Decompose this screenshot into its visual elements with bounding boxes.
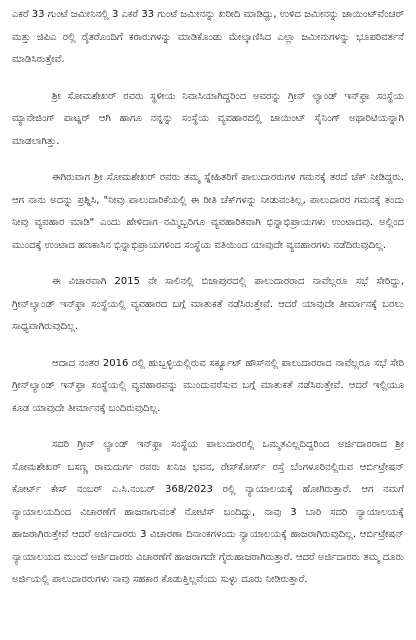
paragraph-gap [12, 257, 404, 271]
paragraph-meeting-2016: ಆದಾದ ನಂತರ 2016 ರಲ್ಲಿ ಹುಬ್ಬಳ್ಳಿಯಲ್ಲಿರುವ ಸರ್ಕ್ಯೂಟ್ ಹೌಸ್‌ನಲ್ಲಿ ಪಾಲುದಾರರಾದ ನಾವೆಲ್ಲರೂ ಸಭೆ ಸೇರಿ ಗ್ರೀನ್‌ಲ್ಯಾಂಡ್ ಇನ್‌ಫ್ರಾ ಸಂಸ್ಥೆಯಲ್ಲಿ ವ್ಯವಹಾರವನ್ನು ಮುಂದುವರೆಸುವ ಬಗ್ಗೆ ಮಾತುಕತೆ ನಡೆಸಿರುತ್ತೇವೆ. ಆದರೆ ಇಲ್ಲಿಯೂ ಕೂಡ ಯಾವುದೇ ತೀರ್ಮಾನಕ್ಕೆ ಬಂದಿರುವುದಿಲ್ಲ. [12, 357, 404, 414]
paragraph-gap [12, 72, 404, 86]
paragraph-arbitration-case: ಸದರಿ ಗ್ರೀನ್ ಲ್ಯಾಂಡ್ ಇನ್‌ಫ್ರಾ ಸಂಸ್ಥೆಯ ಪಾಲುದಾರರಲ್ಲಿ ಒಮ್ಮತವಿಲ್ಲದಿದ್ದರಿಂದ ಅರ್ಜಿದಾರರಾದ ಶ್ರೀ ಸೋಮಶೇಖರ್ ಬಸಣ್ಣ ರಾಮದುರ್ಗ ರವರು ಖನಿಜ ಭವನ, ರೇಸ್‌ಕೋರ್ಸ್ ರಸ್ತೆ ಬೆಂಗಳೂರಿನಲ್ಲಿರುವ ಆರ್ಬಿಟ್ರೇಷನ್ ಕೋರ್ಟ್ ಕೇಸ್ ನಂಬರ್ ಎ.ಸಿ.ನಂಬರ್ 368/2023 ರಲ್ಲಿ ನ್ಯಾಯಾಲಯಕ್ಕೆ ಹೋಗಿರುತ್ತಾರೆ. ಆಗ ನಮಗೆ ನ್ಯಾಯಾಲಯದಿಂದ ವಿಚಾರಣೆಗೆ ಹಾಜರಾಗುವಂತೆ ನೋಟಿಸ್ ಬಂದಿದ್ದು, ನಾವು 3 ಬಾರಿ ಸದರಿ ನ್ಯಾಯಾಲಯಕ್ಕೆ ಹಾಜರಾಗಿರುತ್ತೇವೆ ಆದರೆ ಅರ್ಜಿದಾರರು 3 ವಿಚಾರಣಾ ದಿನಾಂಕಗಳಂದು ನ್ಯಾಯಾಲಯಕ್ಕೆ ಹಾಜರಾಗಿರುವುದಿಲ್ಲ. ಆರ್ಬಿಟ್ರೇಷನ್ ನ್ಯಾಯಾಲಯದ ಮುಂದೆ ಅರ್ಜಿದಾರರು ವಿಚಾರಣೆಗೆ ಹಾಜರಾಗದೇ ಗೈರುಹಾಜರಾಗಿರುತ್ತಾರೆ. ಆದರೆ ಅರ್ಜಿದಾರರು ತಮ್ಮ ದೂರು ಅರ್ಜಿಯಲ್ಲಿ ಪಾಲುದಾರರುಗಳು ನಾವು ಸಹಕಾರ ಕೊಡುತ್ತಿಲ್ಲವೆಂದು ಸುಳ್ಳು ದೂರು ನೀಡಿರುತ್ತಾರೆ. [12, 439, 404, 585]
paragraph-meeting-2015: ಈ ವಿಚಾರವಾಗಿ 2015 ನೇ ಸಾಲಿನಲ್ಲಿ ಬಿಜಾಪುರದಲ್ಲಿ ಪಾಲುದಾರರಾದ ನಾವೆಲ್ಲರೂ ಸಭೆ ಸೇರಿದ್ದು, ಗ್ರೀನ್‌ಲ್ಯಾಂಡ್ ಇನ್‌ಫ್ರಾ ಸಂಸ್ಥೆಯಲ್ಲಿ ವ್ಯವಹಾರದ ಬಗ್ಗೆ ಮಾತುಕತೆ ನಡೆಸಿರುತ್ತೇವೆ. ಆದರೆ ಯಾವುದೇ ತೀರ್ಮಾನಕ್ಕೆ ಬರಲು ಸಾಧ್ಯವಾಗಿರುವುದಿಲ್ಲ. [12, 276, 404, 332]
paragraph-gap [12, 339, 404, 353]
paragraph-cheque-dispute: ಈಗಿರುವಾಗ ಶ್ರೀ ಸೋಮಶೇಖರ್ ರವರು ತಮ್ಮ ಸ್ನೇಹಿತರಿಗೆ ಪಾಲುದಾರರುಗಳ ಗಮನಕ್ಕೆ ತರದೆ ಚೆಕ್ ನೀಡಿದ್ದರು. ಆಗ ನಾನು ಅದನ್ನು ಪ್ರಶ್ನಿಸಿ, "ನೀವು ಪಾಲುದಾರಿಕೆಯಲ್ಲಿ ಈ ರೀತಿ ಚೆಕ್‌ಗಳನ್ನು ನೀಡುವಂತಿಲ್ಲ, ಪಾಲುದಾರರ ಗಮನಕ್ಕೆ ತಂದು ನೀವು ವ್ಯವಹಾರ ಮಾಡಿ" ಎಂದು ಹೇಳಿದಾಗ ನಮ್ಮಿಬ್ಬರಿಗೂ ವ್ಯವಹಾರಿಕವಾಗಿ ಭಿನ್ನಾಭಿಪ್ರಾಯಗಳು ಉಂಟಾದವು. ಅಲ್ಲಿಂದ ಮುಂದಕ್ಕೆ ಉಂಟಾದ ಹಣಕಾಸಿನ ಭಿನ್ನಾಭಿಪ್ರಾಯಗಳಿಂದ ಸಂಸ್ಥೆಯ ವತಿಯಿಂದ ಯಾವುದೇ ವ್ಯವಹಾರಗಳು ನಡೆದಿರುವುದಿಲ್ಲ. [12, 172, 404, 251]
paragraph-land-purchase: ಎಕರೆ 33 ಗುಂಟೆ ಜಮೀನಿನಲ್ಲಿ 3 ಎಕರೆ 33 ಗುಂಟೆ ಜಮೀನನ್ನು ಖರೀದಿ ಮಾಡಿದ್ದು, ಉಳಿದ ಜಮೀನನ್ನು ಜಾಯಿಂಟ್‌ವೆಂಚರ್ ಮತ್ತು ಜಿಪಿಎ ರಲ್ಲಿ ರೈತರೊಂದಿಗೆ ಕರಾರುಗಳನ್ನು ಮಾಡಿಕೊಂಡು ಮೇಲ್ಕಾಣಿಸಿದ ಎಲ್ಲಾ ಜಮೀನುಗಳನ್ನು ಭೂಪರಿವರ್ತನೆ ಮಾಡಿಸಿರುತ್ತೇವೆ. [12, 9, 404, 65]
paragraph-gap [12, 420, 404, 434]
paragraph-gap [12, 153, 404, 167]
paragraph-partner-roles: ಶ್ರೀ ಸೋಮಶೇಖರ್ ರವರು ಸ್ಥಳೀಯ ನಿವಾಸಿಯಾಗಿದ್ದರಿಂದ ಅವರನ್ನು ಗ್ರೀನ್ ಲ್ಯಾಂಡ್ ಇನ್‌ಫ್ರಾ ಸಂಸ್ಥೆಯ ಮ್ಯಾನೇಜಿಂಗ್ ಪಾಟ್ನರ್ ಆಗಿ ಹಾಗೂ ನನ್ನನ್ನು ಸಂಸ್ಥೆಯ ವ್ಯವಹಾರದಲ್ಲಿ ಜಾಯಿಂಟ್ ಸೈನಿಂಗ್ ಅಥಾರಿಟಿಯನ್ನಾಗಿ ಮಾಡಲಾಗಿತ್ತು. [12, 90, 404, 147]
